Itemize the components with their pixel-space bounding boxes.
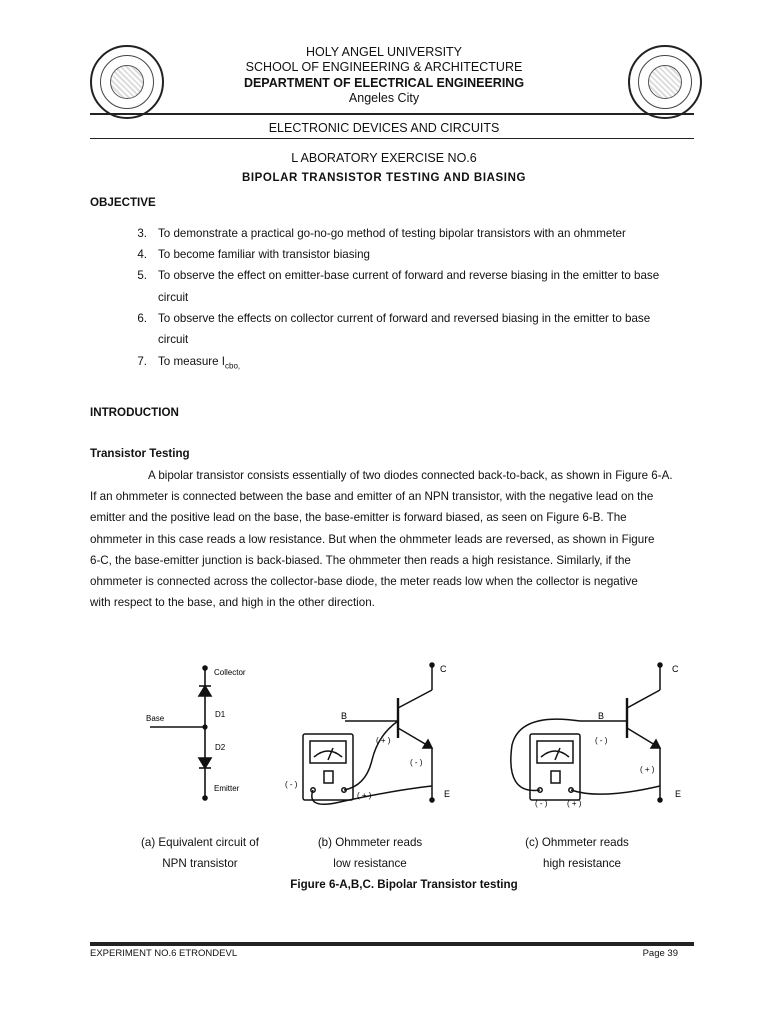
collector-terminal-icon xyxy=(203,666,207,670)
caption-b-line2: low resistance xyxy=(333,857,407,870)
university-name: HOLY ANGEL UNIVERSITY xyxy=(305,45,463,59)
paragraph-line: ohmmeter in this case reads a low resistance. But when the ohmmeter leads are reversed, as shown in Figure xyxy=(90,532,655,546)
objective-heading: OBJECTIVE xyxy=(90,196,156,209)
b-base-label: B xyxy=(341,711,348,721)
b-minus-lead-label: ( - ) xyxy=(285,780,298,789)
section-subheading: Transistor Testing xyxy=(90,447,190,460)
subscript-text: cbo, xyxy=(225,361,241,371)
ohmmeter-scale-icon xyxy=(541,751,569,757)
b-plus-lead-label: ( + ) xyxy=(357,791,372,800)
negative-lead-wire xyxy=(511,719,580,790)
c-collector-label: C xyxy=(672,664,679,674)
list-text: To observe the effect on emitter-base current of forward and reverse biasing in the emitter to base xyxy=(158,269,660,282)
collector-lead xyxy=(398,690,432,708)
introduction-heading: INTRODUCTION xyxy=(90,406,179,419)
emitter-terminal-icon xyxy=(203,796,207,800)
positive-lead-wire xyxy=(344,721,398,790)
terminal-dot-icon xyxy=(430,663,434,667)
list-number: 5. xyxy=(137,269,147,282)
b-minus-emitter-label: ( - ) xyxy=(410,758,423,767)
c-minus-lead-label: ( - ) xyxy=(535,799,548,808)
negative-lead-wire xyxy=(312,786,432,804)
paragraph-line: 6-C, the base-emitter junction is back-biased. The ohmmeter then reads a high resistance. Similarly, if the xyxy=(90,553,631,567)
d1-label: D1 xyxy=(215,710,226,719)
ohmmeter-switch-icon xyxy=(551,771,560,783)
list-text: circuit xyxy=(158,333,189,346)
list-number: 3. xyxy=(137,227,147,240)
c-emitter-label: E xyxy=(675,789,682,799)
collector-label: Collector xyxy=(214,668,246,677)
exercise-number: L ABORATORY EXERCISE NO.6 xyxy=(291,151,477,165)
diode-d2-icon xyxy=(199,758,211,768)
footer-divider xyxy=(90,942,694,946)
positive-lead-wire xyxy=(571,786,660,794)
terminal-dot-icon xyxy=(658,798,662,802)
header-divider-top xyxy=(90,113,694,115)
b-collector-label: C xyxy=(440,664,447,674)
caption-a-line2: NPN transistor xyxy=(162,857,238,870)
paragraph-line: If an ohmmeter is connected between the base and emitter of an NPN transistor, with the negative lead on the xyxy=(90,490,654,504)
c-plus-emitter-label: ( + ) xyxy=(640,765,655,774)
footer-experiment-label: EXPERIMENT NO.6 ETRONDEVL xyxy=(90,948,238,959)
caption-c-line1: (c) Ohmmeter reads xyxy=(525,836,629,849)
terminal-dot-icon xyxy=(658,663,662,667)
c-minus-base-label: ( - ) xyxy=(595,736,608,745)
list-number: 4. xyxy=(137,248,147,261)
paragraph-line: with respect to the base, and high in the other direction. xyxy=(90,596,375,610)
introduction-paragraph xyxy=(90,465,694,613)
exercise-title: BIPOLAR TRANSISTOR TESTING AND BIASING xyxy=(241,172,527,184)
list-text: To demonstrate a practical go-no-go method of testing bipolar transistors with an ohmmeter xyxy=(158,227,626,240)
diode-d1-icon xyxy=(199,686,211,696)
figure-c-high-resistance xyxy=(511,663,662,802)
course-name: ELECTRONIC DEVICES AND CIRCUITS xyxy=(268,121,500,135)
figure-title: Figure 6-A,B,C. Bipolar Transistor testing xyxy=(290,878,518,891)
b-emitter-label: E xyxy=(444,789,451,799)
footer-page-number: Page 39 xyxy=(642,948,678,959)
c-base-label: B xyxy=(598,711,605,721)
terminal-dot-icon xyxy=(430,798,434,802)
figure-b-low-resistance xyxy=(303,663,434,804)
collector-lead xyxy=(627,690,660,708)
d2-label: D2 xyxy=(215,743,226,752)
ohmmeter-needle-icon xyxy=(328,748,333,760)
list-text: To observe the effects on collector current of forward and reversed biasing in the emitter to base xyxy=(158,312,651,325)
list-text: To become familiar with transistor biasing xyxy=(158,248,370,261)
ohmmeter-scale-icon xyxy=(314,751,342,757)
city-name: Angeles City xyxy=(348,91,420,105)
paragraph-line: ohmmeter is connected across the collector-base diode, the meter reads low when the collector is negative xyxy=(90,575,638,589)
figure-a-equivalent-circuit xyxy=(150,666,211,800)
list-text: circuit xyxy=(158,291,189,304)
caption-b-line1: (b) Ohmmeter reads xyxy=(317,836,423,849)
list-number: 6. xyxy=(137,312,147,325)
b-plus-base-label: ( + ) xyxy=(376,736,391,745)
list-text xyxy=(158,351,240,376)
list-number: 7. xyxy=(137,355,147,368)
caption-c-line2: high resistance xyxy=(543,857,621,870)
ohmmeter-switch-icon xyxy=(324,771,333,783)
ohmmeter-needle-icon xyxy=(555,748,560,760)
base-label: Base xyxy=(146,714,165,723)
measure-text: To measure I xyxy=(158,355,226,368)
junction-dot-icon xyxy=(203,725,207,729)
paragraph-line: emitter and the positive lead on the base, the base-emitter is forward biased, as seen on Figure 6-B. The xyxy=(90,511,627,525)
paragraph-line: A bipolar transistor consists essentially of two diodes connected back-to-back, as shown in Figure 6-A. xyxy=(148,469,673,482)
transistor-test-figure xyxy=(0,650,768,830)
caption-a-line1: (a) Equivalent circuit of xyxy=(141,836,259,849)
school-name: SCHOOL OF ENGINEERING & ARCHITECTURE xyxy=(245,60,523,74)
department-name: DEPARTMENT OF ELECTRICAL ENGINEERING xyxy=(243,76,525,90)
header-divider-bottom xyxy=(90,138,694,139)
c-plus-lead-label: ( + ) xyxy=(567,799,582,808)
emitter-label: Emitter xyxy=(214,784,240,793)
